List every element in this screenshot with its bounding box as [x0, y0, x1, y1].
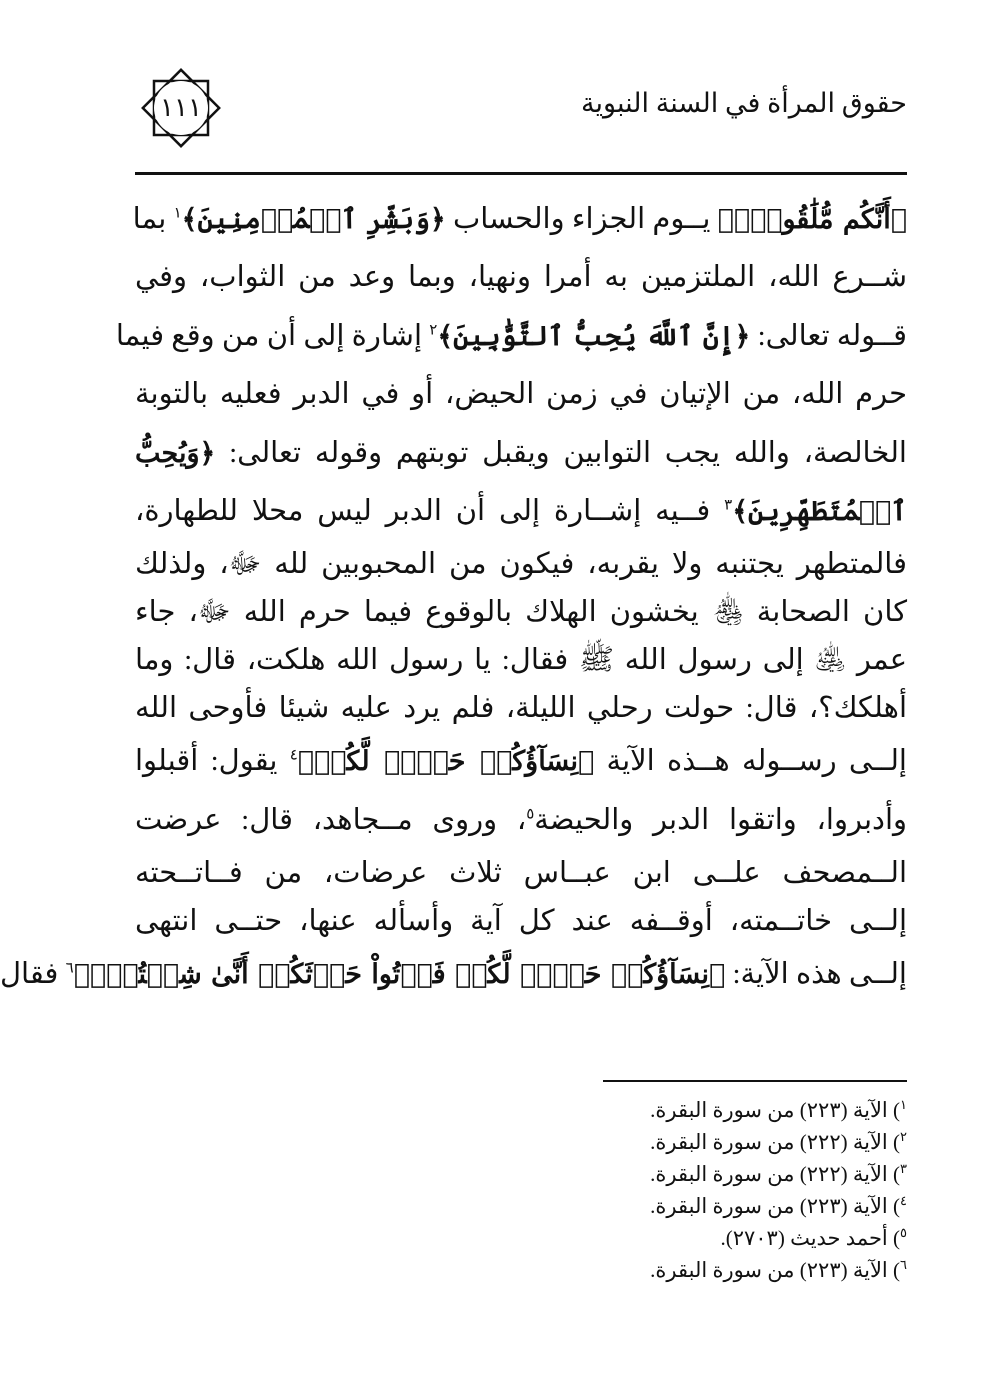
- footnote-divider: [603, 1080, 907, 1082]
- footnote-number: ٢: [900, 1129, 907, 1144]
- footnote-reference: ٥: [526, 806, 535, 823]
- body-text: قــوله تعالى:: [750, 319, 907, 352]
- body-text: أهلكك؟، قال: حولت رحلي الليلة، فلم يرد عليه شيئا فأوحى الله: [135, 692, 907, 725]
- body-text: إشارة إلى أن من وقع فيما: [115, 319, 430, 352]
- quran-verse: ﴿وَيُحِبُّ: [135, 437, 216, 469]
- body-line: [115, 307, 907, 365]
- body-text: فــيه إشــارة إلى أن الدبر ليس محلا للطهارة،: [135, 494, 725, 527]
- footnote: [577, 1158, 907, 1190]
- body-text: حرم الله، من الإتيان في زمن الحيض، أو في الدبر فعليه بالتوبة: [135, 378, 907, 411]
- body-text: شــرع الله، الملتزمين به أمرا ونهيا، وبما وعد من الثواب، وفي: [135, 261, 907, 294]
- body-text: يــوم الجزاء والحساب: [445, 203, 718, 235]
- body-line: [0, 945, 907, 1003]
- body-text: فقال: [0, 958, 66, 991]
- footnote-text: ) الآية (٢٢٣) من سورة البقرة.: [650, 1194, 901, 1218]
- body-text: بما: [132, 203, 174, 235]
- page-header: [135, 62, 907, 174]
- main-text: [0, 190, 908, 1004]
- body-text: يقول: أقبلوا: [135, 745, 290, 778]
- footnote: [577, 1222, 907, 1254]
- body-line: [135, 849, 907, 897]
- footnote: [577, 1254, 907, 1286]
- body-text: إلــى هذه الآية:: [725, 958, 907, 991]
- footnote-text: ) الآية (٢٢٢) من سورة البقرة.: [650, 1162, 901, 1186]
- quran-verse: ﴿وَبَشِّرِ ٱلۡمُؤۡمِنِينَ﴾: [181, 204, 446, 235]
- footnote: [577, 1190, 907, 1222]
- footnote: [577, 1094, 907, 1126]
- header-divider: [135, 172, 907, 175]
- body-line: [135, 636, 907, 684]
- footnotes: [577, 1094, 907, 1286]
- footnote-number: ٤: [900, 1193, 907, 1208]
- body-text: كان الصحابة ﵃ يخشون الهلاك بالوقوع فيما حرم الله ﷻ، جاء: [135, 596, 907, 629]
- quran-verse: ﴿نِسَآؤُكُمۡ حَرۡثٞ لَّكُمۡ فَأۡتُواْ حَرۡثَكُمۡ أَنَّىٰ شِئۡتُمۡۖ﴾: [73, 959, 726, 991]
- footnote-reference: ٢: [429, 322, 438, 339]
- quran-verse: ﴿أَنَّكُم مُّلَٰقُوهُۗ﴾: [717, 204, 907, 235]
- page-number: ١١١: [160, 93, 202, 122]
- body-line: [135, 791, 907, 849]
- footnote-reference: ١: [173, 205, 182, 222]
- body-text: إلــى رســوله هــذه الآية: [594, 745, 907, 778]
- body-text: فالمتطهر يجتنبه ولا يقربه، فيكون من المحبوبين لله ﷻ، ولذلك: [135, 548, 907, 581]
- body-line: [135, 540, 907, 588]
- footnote-reference: ٦: [65, 960, 74, 977]
- footnote-reference: ٣: [724, 497, 733, 514]
- running-header-title: حقوق المرأة في السنة النبوية: [581, 88, 907, 118]
- body-text: الخالصة، والله يجب التوابين ويقبل توبتهم وقوله تعالى:: [215, 436, 907, 469]
- footnote-text: ) الآية (٢٢٢) من سورة البقرة.: [650, 1130, 901, 1154]
- body-line: [135, 897, 907, 945]
- footnote-number: ٥: [900, 1225, 907, 1240]
- body-line: [135, 248, 907, 306]
- footnote: [577, 1126, 907, 1158]
- body-line: [135, 588, 907, 636]
- footnote-number: ٣: [900, 1161, 907, 1176]
- footnote-number: ٦: [900, 1257, 907, 1272]
- body-line: [135, 684, 907, 732]
- body-text: ، وروى مــجاهد، قال: عرضت: [135, 803, 527, 836]
- body-text: وأدبروا، واتقوا الدبر والحيضة: [534, 803, 908, 836]
- footnote-text: ) الآية (٢٢٣) من سورة البقرة.: [650, 1258, 901, 1282]
- body-text: عمر ﵁ إلى رسول الله ﷺ فقال: يا رسول الله هلكت، قال: وما: [135, 644, 907, 677]
- body-line: [135, 482, 907, 540]
- footnote-reference: ٤: [289, 747, 298, 764]
- body-text: إلــى خاتــمته، أوقــفه عند كل آية وأسأله عنها، حتــى انتهى: [135, 905, 907, 938]
- footnote-text: ) أحمد حديث (٢٧٠٣).: [720, 1226, 901, 1250]
- quran-verse: ﴿إِنَّ ٱللَّهَ يُحِبُّ ٱلتَّوَّٰبِينَ﴾: [437, 320, 751, 352]
- body-line: [135, 732, 907, 790]
- footnote-number: ١: [900, 1097, 907, 1112]
- quran-verse: ﴿نِسَآؤُكُمۡ حَرۡثٞ لَّكُمۡ﴾: [297, 746, 595, 778]
- body-line: [135, 365, 907, 423]
- footnote-text: ) الآية (٢٢٣) من سورة البقرة.: [650, 1098, 901, 1122]
- body-text: الــمصحف علــى ابن عبــاس ثلاث عرضات، من فــاتــحته: [135, 857, 907, 890]
- quran-verse: ٱلۡمُتَطَهِّرِينَ﴾: [732, 495, 907, 527]
- body-line: [135, 424, 907, 482]
- page-number-badge: [135, 62, 227, 154]
- body-line: [132, 190, 907, 248]
